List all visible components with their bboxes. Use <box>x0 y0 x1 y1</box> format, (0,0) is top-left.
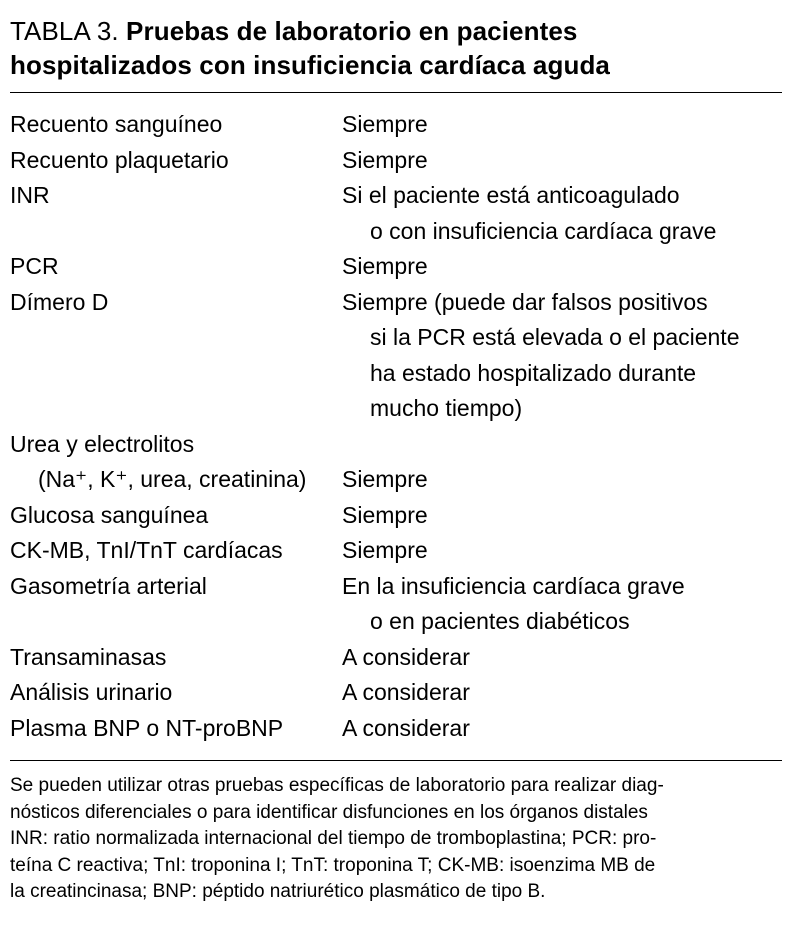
table-row <box>10 427 782 463</box>
table-title <box>10 14 782 82</box>
test-name: Análisis urinario <box>10 679 173 705</box>
result-line: Si el paciente está anticoagulado <box>342 182 680 208</box>
footnote-line: nósticos diferenciales o para identificar disfunciones en los órganos distales <box>10 801 648 823</box>
result-line: Siempre (puede dar falsos positivos <box>342 288 708 315</box>
table-body <box>10 93 782 760</box>
result-line: o con insuficiencia cardíaca grave <box>370 217 717 244</box>
result-line: Siempre <box>342 466 428 492</box>
footnote <box>10 761 782 906</box>
table-row <box>10 640 782 676</box>
table-row <box>10 533 782 569</box>
test-result <box>342 143 782 179</box>
test-name: Plasma BNP o NT-proBNP <box>10 714 284 741</box>
footnote-line: la creatincinasa; BNP: péptido natriurético plasmático de tipo B. <box>10 881 546 902</box>
table-row <box>10 711 782 747</box>
test-name: Recuento sanguíneo <box>10 111 223 137</box>
test-name: Gasometría arterial <box>10 572 207 599</box>
test-name: Urea y electrolitos <box>10 430 195 457</box>
result-line: A considerar <box>342 643 470 670</box>
table-row <box>10 462 782 498</box>
test-name: Recuento plaquetario <box>10 146 229 173</box>
result-line: En la insuficiencia cardíaca grave <box>342 572 685 599</box>
result-line: mucho tiempo) <box>370 395 523 421</box>
result-line: ha estado hospitalizado durante <box>370 359 697 386</box>
footnote-line: Se pueden utilizar otras pruebas específicas de laboratorio para realizar diag- <box>10 775 664 796</box>
result-line: A considerar <box>342 714 470 741</box>
title-line-1 <box>10 14 782 48</box>
table-row <box>10 249 782 285</box>
test-result <box>342 285 782 427</box>
test-name: PCR <box>10 253 59 279</box>
footnote-line: teína C reactiva; TnI: troponina I; TnT: troponina T; CK-MB: isoenzima MB de <box>10 854 656 876</box>
test-name: Transaminasas <box>10 643 167 670</box>
test-result <box>342 249 782 285</box>
test-result <box>342 569 782 640</box>
table-row <box>10 675 782 711</box>
test-name: Dímero D <box>10 288 109 315</box>
result-line: Siempre <box>342 501 428 528</box>
footnote-line: INR: ratio normalizada internacional del tiempo de tromboplastina; PCR: pro- <box>10 828 657 849</box>
result-line: si la PCR está elevada o el paciente <box>370 324 740 350</box>
test-result <box>342 462 782 498</box>
result-line: Siempre <box>342 146 428 173</box>
test-result <box>342 498 782 534</box>
table-row <box>10 107 782 143</box>
result-line: o en pacientes diabéticos <box>370 608 630 634</box>
table-row <box>10 178 782 249</box>
test-result <box>342 107 782 143</box>
test-result <box>342 640 782 676</box>
table-label: TABLA 3. <box>10 16 119 46</box>
table-row <box>10 143 782 179</box>
test-name: INR <box>10 182 50 208</box>
table-row <box>10 285 782 427</box>
test-result <box>342 711 782 747</box>
table-row <box>10 569 782 640</box>
title-line-2: hospitalizados con insuficiencia cardíaca aguda <box>10 50 610 80</box>
test-result <box>342 178 782 249</box>
table-document <box>10 14 782 906</box>
result-line: A considerar <box>342 679 470 705</box>
test-result <box>342 533 782 569</box>
test-name: CK-MB, TnI/TnT cardíacas <box>10 537 283 563</box>
test-result <box>342 675 782 711</box>
test-name: Glucosa sanguínea <box>10 501 209 528</box>
result-line: Siempre <box>342 111 428 137</box>
result-line: Siempre <box>342 537 428 563</box>
table-row <box>10 498 782 534</box>
test-name: (Na⁺, K⁺, urea, creatinina) <box>38 466 307 492</box>
result-line: Siempre <box>342 253 428 279</box>
title-text-1: Pruebas de laboratorio en pacientes <box>126 16 578 46</box>
